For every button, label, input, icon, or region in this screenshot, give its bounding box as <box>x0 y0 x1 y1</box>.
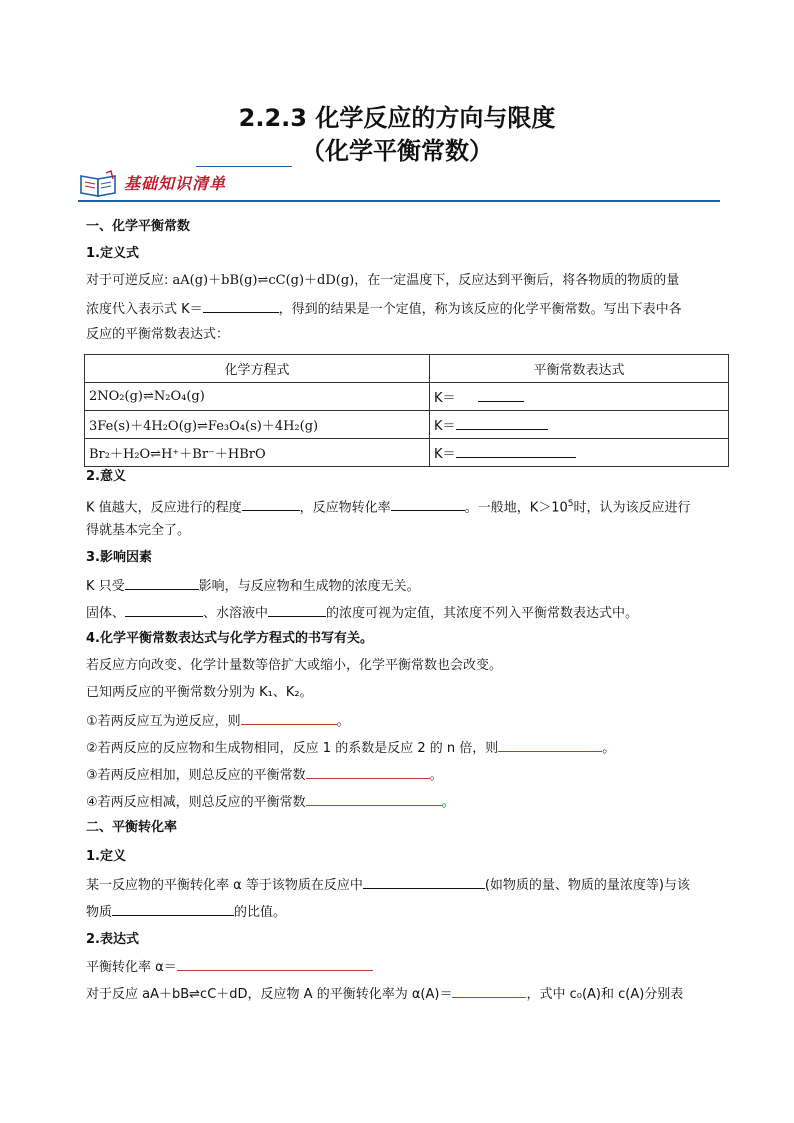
sec2-expr-heading: 2.表达式 <box>86 932 139 947</box>
blank-alpha-a[interactable] <box>452 985 526 998</box>
k-expression-table <box>84 354 729 467</box>
relation-heading: 4.化学平衡常数表达式与化学方程式的书写有关。 <box>86 631 373 646</box>
table-cell-equation: 2NO₂(g)⇌N₂O₄(g) <box>85 383 430 411</box>
sec2-def-line1: 某一反应物的平衡转化率 α 等于该物质在反应中 (如物质的量、物质的量浓度等)与该 <box>86 878 690 893</box>
blank-initial[interactable] <box>112 903 234 916</box>
def-para-line2: 浓度代入表示式 K＝ ，得到的结果是一个定值，称为该反应的化学平衡常数。写出下表中各 <box>86 302 682 317</box>
sec2-expr-line2: 对于反应 aA＋bB⇌cC＋dD，反应物 A 的平衡转化率为 α(A)＝ ，式中 c₀(A)和 c(A)分别表 <box>86 987 684 1002</box>
table-header-row <box>85 355 729 383</box>
book-icon <box>78 170 120 198</box>
blank-pure-liquid[interactable] <box>125 604 203 617</box>
blank-degree[interactable] <box>242 498 300 511</box>
table-row <box>85 439 729 467</box>
sec2-expr-line1: 平衡转化率 α＝ <box>86 958 373 976</box>
blank-k-expression[interactable] <box>203 300 279 313</box>
blank-k3[interactable] <box>456 445 576 458</box>
page-title: 2.2.3 化学反应的方向与限度 <box>238 104 556 132</box>
blank-sum[interactable] <box>306 766 430 779</box>
banner-rule <box>78 200 720 202</box>
blank-reverse[interactable] <box>241 712 337 725</box>
banner-top-rule <box>196 166 292 167</box>
relation-item-3: ③若两反应相加，则总反应的平衡常数 。 <box>86 768 443 783</box>
table-row <box>85 411 729 439</box>
page-subtitle: （化学平衡常数） <box>301 137 493 165</box>
table-cell-equation: Br₂＋H₂O⇌H⁺＋Br⁻＋HBrO <box>85 439 430 467</box>
sec2-def-line2: 物质 的比值。 <box>86 905 287 920</box>
relation-para-line1: 若反应方向改变、化学计量数等倍扩大或缩小，化学平衡常数也会改变。 <box>86 658 503 673</box>
blank-multiple[interactable] <box>498 739 602 752</box>
table-row <box>85 383 729 411</box>
section1-heading: 一、化学平衡常数 <box>86 219 191 234</box>
factors-heading: 3.影响因素 <box>86 550 152 565</box>
table-cell-k: K＝ <box>430 411 729 439</box>
table-header: 化学方程式 <box>85 355 430 383</box>
blank-factor[interactable] <box>125 577 199 590</box>
meaning-heading: 2.意义 <box>86 469 126 484</box>
section-banner <box>78 166 720 202</box>
blank-difference[interactable] <box>306 793 442 806</box>
blank-k2[interactable] <box>456 417 548 430</box>
table-cell-equation: 3Fe(s)＋4H₂O(g)⇌Fe₃O₄(s)＋4H₂(g) <box>85 411 430 439</box>
reaction-equation: aA(g)＋bB(g)⇌cC(g)＋dD(g) <box>172 273 355 288</box>
def-para-line1: 对于可逆反应: aA(g)＋bB(g)⇌cC(g)＋dD(g)，在一定温度下，反应达到平衡后，将各物质的物质的量 <box>86 273 680 288</box>
relation-item-1: ①若两反应互为逆反应，则 。 <box>86 714 350 729</box>
def-heading: 1.定义式 <box>86 246 139 261</box>
factors-para-line1: K 只受 影响，与反应物和生成物的浓度无关。 <box>86 579 420 594</box>
relation-item-4: ④若两反应相减，则总反应的平衡常数 。 <box>86 795 455 810</box>
blank-alpha[interactable] <box>177 958 373 971</box>
banner-label: 基础知识清单 <box>124 174 227 193</box>
factors-para-line2: 固体、 、水溶液中 的浓度可视为定值，其浓度不列入平衡常数表达式中。 <box>86 606 639 621</box>
blank-water[interactable] <box>268 604 326 617</box>
table-cell-k: K＝ <box>430 439 729 467</box>
blank-conversion[interactable] <box>391 498 465 511</box>
relation-item-2: ②若两反应的反应物和生成物相同，反应 1 的系数是反应 2 的 n 倍，则 。 <box>86 741 616 756</box>
meaning-para-line2: 得就基本完全了。 <box>86 523 191 538</box>
table-cell-k: K＝ <box>430 383 729 411</box>
blank-consumed[interactable] <box>363 876 485 889</box>
meaning-para-line1: K 值越大，反应进行的程度 ，反应物转化率 。一般地，$K>10^5$时，认为该反应进行 <box>86 499 691 516</box>
section2-heading: 二、平衡转化率 <box>86 820 178 835</box>
table-header: 平衡常数表达式 <box>430 355 729 383</box>
def-para-line3: 反应的平衡常数表达式： <box>86 327 230 342</box>
sec2-def-heading: 1.定义 <box>86 849 126 864</box>
blank-k1[interactable] <box>478 389 524 402</box>
relation-para-line2: 已知两反应的平衡常数分别为 K₁、K₂。 <box>86 685 313 700</box>
